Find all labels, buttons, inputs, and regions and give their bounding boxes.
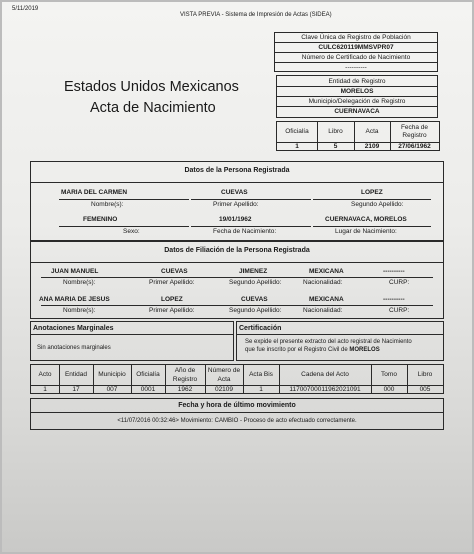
mother-second-surname: CUEVAS — [241, 296, 268, 303]
father-first-surname: CUEVAS — [161, 268, 188, 275]
registered-birth-place: CUERNAVACA, MORELOS — [325, 216, 407, 223]
act-value-entity: 17 — [72, 386, 80, 393]
act-header-volume: Tomo — [381, 371, 397, 378]
certification-box — [236, 321, 444, 361]
movement-title: Fecha y hora de último movimiento — [178, 402, 296, 409]
book-header-act: Acta — [365, 128, 379, 135]
mother-name: ANA MARIA DE JESUS — [39, 296, 110, 303]
act-value-book: 005 — [419, 386, 431, 393]
book-value-book: 5 — [333, 143, 338, 150]
book-header-date: Fecha de Registro — [400, 124, 429, 139]
act-header-office: Oficialía — [136, 371, 160, 378]
father-second-surname-label: Segundo Apellido: — [229, 279, 282, 286]
registered-name: MARIA DEL CARMEN — [61, 189, 128, 196]
parents-section — [30, 241, 444, 319]
certification-title: Certificación — [239, 325, 282, 332]
mother-nationality: MEXICANA — [309, 296, 344, 303]
print-date: 5/11/2019 — [12, 6, 39, 12]
mother-curp-label: CURP: — [389, 307, 410, 314]
act-header-act: Acto — [38, 371, 52, 378]
registered-birth-date: 19/01/1962 — [219, 216, 252, 223]
registered-sex-label: Sexo: — [123, 228, 140, 235]
act-table — [30, 364, 444, 394]
certificate-label: Número de Certificado de Nacimiento — [275, 53, 437, 63]
registered-section — [30, 161, 444, 241]
registered-name-label: Nombre(s): — [91, 201, 124, 208]
act-header-book: Libro — [417, 371, 433, 378]
father-curp: ---------- — [383, 268, 405, 275]
curp-value: CULC620119MMSVPR07 — [275, 43, 437, 53]
act-header-municipality: Municipio — [98, 371, 126, 378]
father-first-surname-label: Primer Apellido: — [149, 279, 195, 286]
movement-text: <11/07/2016 00:32:46> Movimiento: CAMBIO - Proceso de acto efectuado correctamente. — [117, 418, 357, 424]
registered-sex: FEMENINO — [83, 216, 118, 223]
mother-second-surname-label: Segundo Apellido: — [229, 307, 282, 314]
act-value-bis: 1 — [259, 386, 263, 393]
registered-second-surname-label: Segundo Apellido: — [351, 201, 404, 208]
annotations-box — [30, 321, 234, 361]
registered-first-surname: CUEVAS — [221, 189, 248, 196]
mother-name-label: Nombre(s): — [63, 307, 96, 314]
mother-nationality-label: Nacionalidad: — [303, 307, 343, 314]
act-value-volume: 000 — [383, 386, 395, 393]
entity-value: MORELOS — [277, 87, 437, 97]
book-value-act: 2109 — [364, 143, 380, 150]
father-nationality-label: Nacionalidad: — [303, 279, 343, 286]
registered-birth-date-label: Fecha de Nacimiento: — [213, 228, 277, 235]
certification-state: MORELOS — [349, 347, 380, 353]
municipality-label: Municipio/Delegación de Registro — [277, 97, 437, 107]
curp-box — [274, 32, 438, 72]
registered-second-surname: LOPEZ — [361, 189, 383, 196]
book-header-office: Oficialía — [285, 128, 309, 135]
act-header-bis: Acta Bis — [249, 371, 273, 378]
act-header-chain: Cadena del Acto — [301, 371, 349, 378]
act-value-office: 0001 — [140, 386, 156, 393]
mother-first-surname: LOPEZ — [161, 296, 183, 303]
registry-box — [276, 75, 438, 118]
annotations-text: Sin anotaciones marginales — [37, 345, 111, 351]
father-curp-label: CURP: — [389, 279, 410, 286]
document-title: Acta de Nacimiento — [90, 100, 216, 116]
father-name-label: Nombre(s): — [63, 279, 96, 286]
certificate-value: ---------- — [345, 64, 367, 71]
document-sheet — [2, 2, 472, 552]
book-header-book: Libro — [328, 128, 343, 135]
father-second-surname: JIMENEZ — [239, 268, 268, 275]
movement-box — [30, 398, 444, 430]
registered-first-surname-label: Primer Apellido: — [213, 201, 259, 208]
act-header-number: Número de Acta — [207, 367, 241, 383]
act-value-act: 1 — [43, 386, 47, 393]
annotations-title: Anotaciones Marginales — [33, 325, 114, 332]
father-nationality: MEXICANA — [309, 268, 344, 275]
certification-line-1: Se expide el presente extracto del acto registral de Nacimiento — [245, 339, 412, 345]
act-value-municipality: 007 — [106, 386, 118, 393]
act-value-chain: 11700700011962021091 — [289, 386, 361, 393]
father-name: JUAN MANUEL — [51, 268, 99, 275]
mother-first-surname-label: Primer Apellido: — [149, 307, 195, 314]
entity-label: Entidad de Registro — [277, 76, 437, 87]
act-header-year: Año de Registro — [172, 367, 198, 383]
municipality-value: CUERNAVACA — [334, 108, 380, 115]
registered-section-title: Datos de la Persona Registrada — [184, 167, 290, 174]
parents-section-title: Datos de Filiación de la Persona Registrada — [164, 247, 310, 254]
book-value-office: 1 — [295, 143, 299, 150]
system-title: VISTA PREVIA - Sistema de Impresión de Actas (SIDEA) — [180, 12, 332, 18]
registered-birth-place-label: Lugar de Nacimiento: — [335, 228, 397, 235]
country-title: Estados Unidos Mexicanos — [64, 79, 239, 95]
book-value-date: 27/06/1962 — [398, 143, 431, 150]
mother-curp: ---------- — [383, 296, 405, 303]
certification-line-2: que fue inscrito por el Registro Civil de — [245, 347, 348, 353]
curp-label: Clave Única de Registro de Población — [275, 33, 437, 43]
act-value-number: 02109 — [214, 386, 234, 393]
book-table — [276, 121, 440, 151]
act-value-year: 1962 — [177, 386, 193, 393]
act-header-entity: Entidad — [64, 371, 88, 378]
